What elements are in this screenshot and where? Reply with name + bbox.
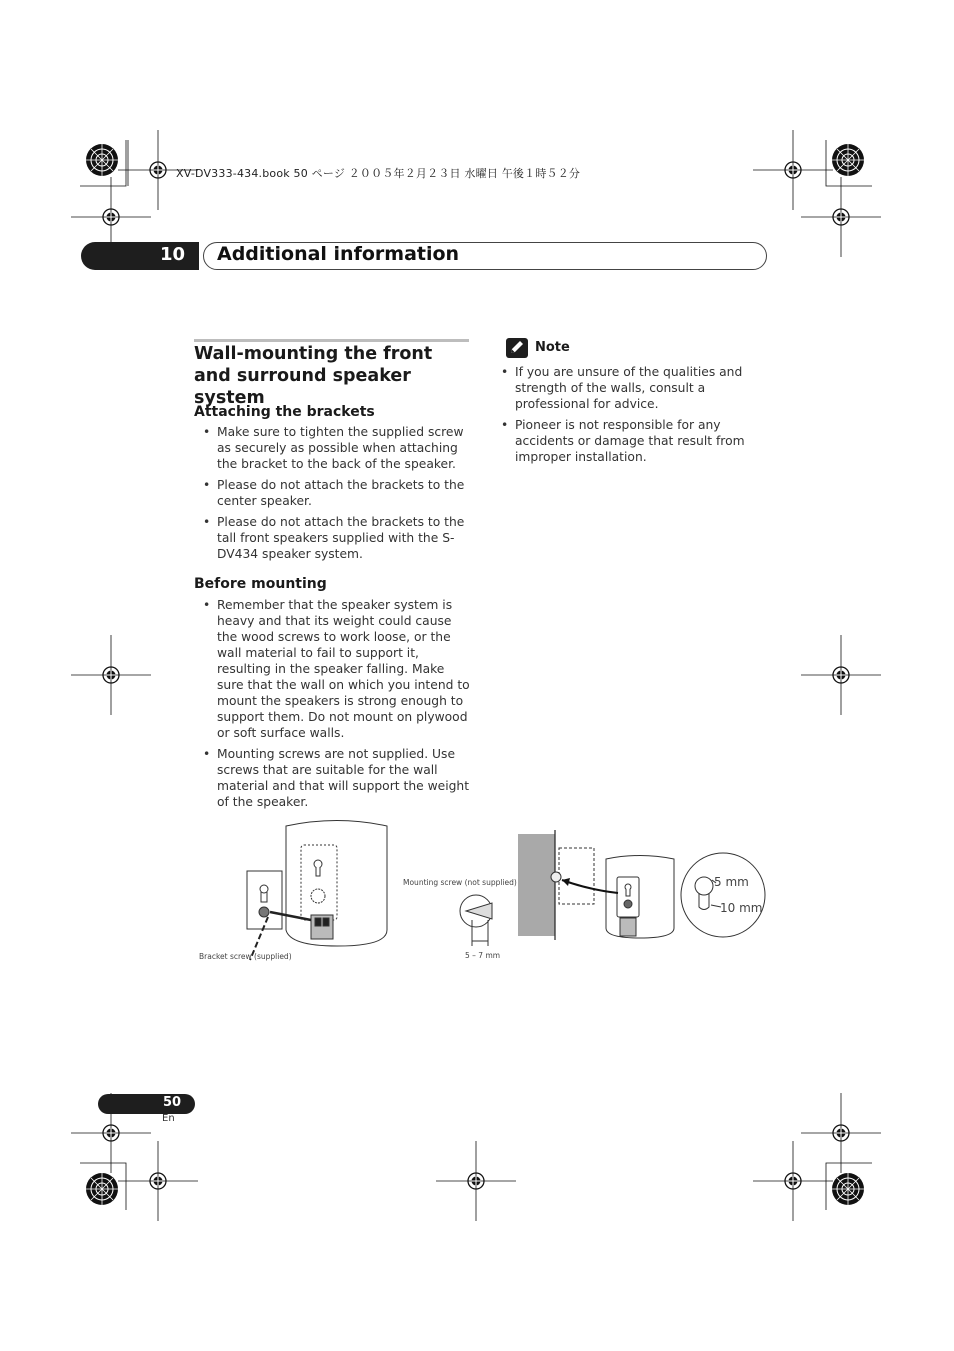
- page-number: 50: [163, 1095, 182, 1110]
- dimension-10mm-label: 10 mm: [720, 901, 763, 915]
- chapter-title: Additional information: [217, 243, 460, 265]
- keyhole-detail: [681, 853, 765, 937]
- mounting-screw-label: Mounting screw (not supplied): [403, 878, 517, 887]
- section-title: Wall-mounting the front and surround speaker system: [194, 344, 433, 408]
- attaching-heading: Attaching the brackets: [194, 404, 375, 420]
- screw-depth-label: 5 – 7 mm: [465, 951, 501, 960]
- wall: [518, 834, 555, 936]
- list-item: • Please do not attach the brackets to the center speaker.: [194, 477, 472, 509]
- list-item: • Mounting screws are not supplied. Use screws that are suitable for the wall material and that will support the weight of the speaker.: [194, 746, 472, 810]
- list-item: • Remember that the speaker system is heavy and that its weight could cause the wood screws to work loose, or the wall material to fail to support it, resulting in the speaker falling. Make sure that the wall on which you intend to mount the speakers is strong enough to support them. Do not mount on plywood or soft surface walls.: [194, 597, 472, 741]
- screw-closeup: [460, 895, 492, 946]
- list-item: • If you are unsure of the qualities and strength of the walls, consult a professional for advice.: [492, 364, 747, 412]
- list-item: • Pioneer is not responsible for any accidents or damage that result from improper installation.: [492, 417, 747, 465]
- list-item: • Please do not attach the brackets to the tall front speakers supplied with the S-DV434 speaker system.: [194, 514, 472, 562]
- note-label: Note: [535, 340, 570, 355]
- speaker-side-view: [606, 856, 674, 939]
- before-heading: Before mounting: [194, 576, 327, 592]
- speaker-back-view: [286, 821, 387, 947]
- page-language: En: [162, 1113, 175, 1124]
- chapter-number: 10: [160, 244, 186, 265]
- print-file-info: XV-DV333-434.book 50 ページ ２００５年２月２３日 水曜日 午後１時５２分: [176, 167, 581, 180]
- dimension-5mm-label: 5 mm: [714, 875, 749, 889]
- list-item: • Make sure to tighten the supplied screw as securely as possible when attaching the bracket to the back of the speaker.: [194, 424, 472, 472]
- bracket-plate: [247, 871, 282, 929]
- bracket-screw-label: Bracket screw (supplied): [199, 952, 292, 961]
